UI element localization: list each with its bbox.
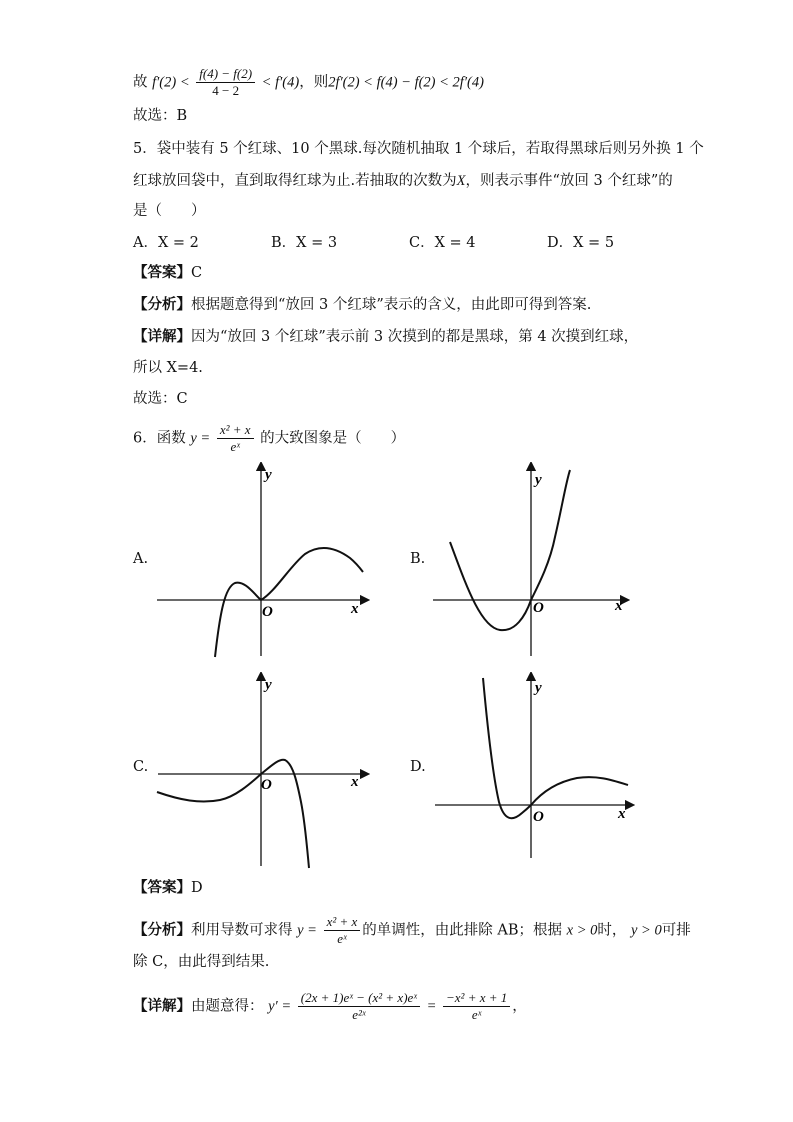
graph-a [155, 462, 370, 660]
graph-a-x-label: x [351, 601, 359, 617]
graph-b [430, 462, 635, 660]
q6-analysis [133, 914, 691, 947]
q6-stem-a: 6．函数 [133, 430, 186, 447]
q5-stem-line2 [133, 171, 673, 191]
graph-label-a: A. [133, 551, 149, 567]
q6-analysis-tag: 【分析】 [133, 921, 191, 939]
q5-answer-tag: 【答案】 [133, 264, 191, 281]
q6-detail-eq: = [426, 998, 437, 1015]
prev-fraction [196, 66, 255, 99]
graph-c [155, 672, 370, 870]
graph-d [432, 672, 637, 862]
graph-label-c: C. [133, 759, 149, 775]
q5-detail-text: 因为“放回 3 个红球”表示前 3 次摸到的都是黑球，第 4 次摸到红球， [191, 329, 639, 345]
graph-c-curve [157, 760, 309, 868]
q6-answer [133, 878, 203, 898]
q6-analysis-b: 的单调性，由此排除 AB；根据 [362, 922, 563, 939]
graph-label-d: D. [410, 759, 426, 775]
prev-f4: < f′(4) [261, 74, 300, 91]
q5-detail-tag: 【详解】 [133, 328, 191, 345]
prev-tail: ，则 [299, 74, 329, 91]
q5-option-d: D．X = 5 [547, 235, 615, 251]
graph-c-y-label: y [265, 677, 272, 693]
q6-detail-num1: (2x + 1)eˣ − (x² + x)eˣ [298, 990, 420, 1007]
q6-analysis-den: eˣ [337, 931, 347, 946]
graph-a-origin: O [262, 604, 273, 620]
prev-fraction-den: 4 − 2 [212, 83, 240, 98]
q5-detail [133, 327, 638, 347]
q6-stem-fraction [217, 422, 254, 455]
q5-stem-line1: 5．袋中装有 5 个红球、10 个黑球.每次随机抽取 1 个球后，若取得黑球后则另外换 1 个 [133, 141, 704, 157]
q6-analysis2: 除 C，由此得到结果. [133, 954, 270, 970]
q6-detail-den2: eˣ [471, 1007, 482, 1022]
q6-analysis-a: 利用导数可求得 [191, 922, 293, 939]
graph-d-origin: O [533, 809, 544, 825]
q6-analysis-c: x > 0 [566, 922, 598, 939]
prev-ineq: 2f′(2) < f(4) − f(2) < 2f′(4) [328, 74, 484, 91]
q6-detail-num2: −x² + x + 1 [443, 990, 510, 1007]
q5-stem-line2a: 红球放回袋中，直到取得红球为止.若抽取的次数为 [133, 173, 457, 189]
q5-option-b: B．X = 3 [271, 235, 338, 251]
q6-detail-end: ， [512, 998, 527, 1015]
q6-detail-fraction2 [443, 990, 510, 1023]
q5-option-a: A．X = 2 [133, 235, 199, 251]
q5-analysis-text: 根据题意得到“放回 3 个红球”表示的含义，由此即可得到答案. [191, 297, 592, 313]
q5-answer [133, 263, 202, 283]
prev-conclusion-line [133, 66, 484, 99]
q6-stem-den: eˣ [230, 439, 240, 454]
graph-d-curve [483, 678, 628, 818]
graph-b-y-label: y [535, 472, 542, 488]
q6-analysis-d: 时， [597, 922, 627, 939]
q5-option-c: C．X = 4 [409, 235, 476, 251]
q6-analysis-f: 可排 [661, 922, 691, 939]
q6-analysis-y: y = [297, 922, 317, 939]
q5-analysis [133, 295, 591, 315]
q6-answer-tag: 【答案】 [133, 879, 191, 896]
q6-stem [133, 422, 405, 455]
q5-options [133, 233, 685, 253]
prev-f2: f′(2) < [152, 74, 190, 91]
q5-choice: 故选：C [133, 391, 188, 407]
q6-detail-a: 由题意得： [191, 998, 264, 1015]
graph-b-x-label: x [615, 598, 623, 614]
graph-b-curve [450, 470, 570, 630]
q6-analysis-e: y > 0 [631, 922, 662, 939]
graph-a-curve [215, 548, 363, 657]
q5-detail2: 所以 X=4. [133, 360, 203, 376]
graph-b-origin: O [533, 600, 544, 616]
graph-d-y-label: y [535, 680, 542, 696]
q6-detail-tag: 【详解】 [133, 997, 191, 1015]
graph-a-y-label: y [265, 467, 272, 483]
q6-detail-yp: y′ = [268, 998, 292, 1015]
q5-stem-line2b: ，则表示事件“放回 3 个红球”的 [465, 173, 673, 189]
q6-detail [133, 990, 527, 1023]
q6-stem-num: x² + x [217, 422, 254, 439]
prev-fraction-num: f(4) − f(2) [196, 66, 255, 83]
q5-var: X [456, 173, 466, 189]
q6-answer-value: D [191, 880, 203, 896]
q6-detail-den1: e²ˣ [352, 1007, 366, 1022]
q6-analysis-fraction [324, 914, 361, 947]
q6-stem-y: y = [190, 430, 211, 447]
prev-lead: 故 [133, 74, 148, 91]
prev-choice: 故选：B [133, 108, 188, 124]
q6-stem-b: 的大致图象是（ ） [260, 430, 406, 447]
graph-d-x-label: x [618, 806, 626, 822]
q5-stem-line3: 是（ ） [133, 203, 206, 219]
q6-detail-fraction1 [298, 990, 420, 1023]
graph-c-x-label: x [351, 774, 359, 790]
q5-answer-value: C [191, 265, 203, 281]
graph-label-b: B. [410, 551, 426, 567]
graph-c-origin: O [261, 777, 272, 793]
q5-analysis-tag: 【分析】 [133, 296, 191, 313]
q6-analysis-num: x² + x [324, 914, 361, 931]
